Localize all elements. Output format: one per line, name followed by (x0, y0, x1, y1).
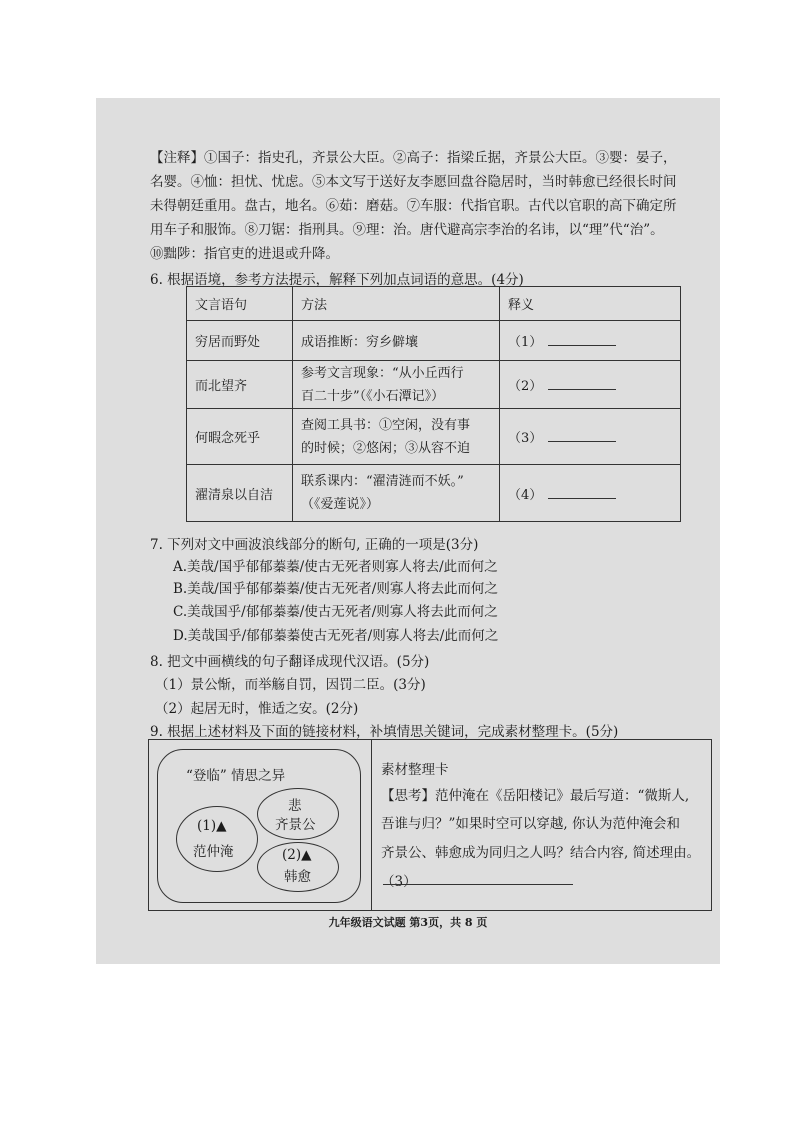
keyword-blank-2[interactable]: (2)▲ (282, 847, 312, 863)
table-cell-method (293, 321, 500, 361)
method-line: 联系课内：“濯清涟而不妖。” (301, 474, 464, 489)
note-line: 未得朝廷重用。盘古，地名。⑥茹：磨菇。⑦车服：代指官职。古代以官职的高下确定所 (150, 198, 677, 214)
answer-label: （4） (508, 487, 543, 503)
answer-label: （2） (508, 379, 543, 394)
card-line: 齐景公、韩愈成为同归之人吗？结合内容, 简述理由。 (381, 845, 701, 861)
option-b[interactable]: B.美哉/国乎郁郁蓁蓁/使古无死者/则寡人将去此而何之 (173, 581, 498, 597)
answer-label: （1） (508, 335, 543, 350)
table-header: 释义 (500, 287, 681, 321)
question-6-stem: 6. 根据语境，参考方法提示，解释下列加点词语的意思。(4分) (150, 272, 524, 288)
q8-item: （2）起居无时，惟适之安。(2分) (155, 701, 359, 717)
answer-line[interactable] (383, 884, 573, 885)
option-c[interactable]: C.美哉国乎/郁郁蓁蓁/使古无死者/则寡人将去此而何之 (173, 604, 498, 620)
method-line: （《爱莲说》） (301, 497, 380, 512)
note-line: 用车子和服饰。⑧刀锯：指刑具。⑨理：治。唐代避高宗李治的名讳，以“理”代“治”。 (150, 222, 664, 238)
table-cell-answer (500, 465, 681, 522)
name-han-yu: 韩愈 (284, 869, 311, 885)
table-cell-method (293, 361, 500, 409)
answer-blank[interactable] (548, 333, 616, 346)
answer-label: （3） (381, 874, 417, 890)
table-cell-sentence: 穷居而野处 (187, 321, 293, 361)
table-cell-method (293, 465, 500, 522)
method-line: 百二十步”（《小石潭记》） (301, 388, 445, 404)
method-line: 成语推断：穷乡僻壤 (301, 335, 419, 350)
option-a[interactable]: A.美哉/国乎郁郁蓁蓁/使古无死者则寡人将去/此而何之 (173, 559, 498, 575)
option-d[interactable]: D.美哉国乎/郁郁蓁蓁使古无死者/则寡人将去/此而何之 (173, 628, 499, 644)
answer-blank[interactable] (548, 377, 616, 390)
answer-label: （3） (508, 431, 543, 446)
table-header: 方法 (293, 287, 500, 321)
name-qi-jinggong: 齐景公 (275, 817, 316, 833)
method-line: 查阅工具书：①空闲，没有事 (301, 417, 471, 433)
note-line: 【注释】①国子：指史孔，齐景公大臣。②高子：指梁丘据，齐景公大臣。③婴：晏子， (150, 150, 677, 166)
q8-item: （1）景公惭，而举觞自罚，因罚二臣。(3分) (155, 677, 426, 693)
ellipse-fan-zhongyan (176, 806, 258, 872)
method-table (186, 286, 681, 522)
question-9-stem: 9. 根据上述材料及下面的链接材料，补填情思关键词，完成素材整理卡。(5分) (150, 724, 619, 740)
card-line: 【思考】范仲淹在《岳阳楼记》最后写道：“微斯人, (381, 788, 690, 804)
table-cell-method (293, 409, 500, 465)
table-cell-sentence: 而北望齐 (187, 361, 293, 409)
keyword-sad: 悲 (288, 798, 302, 814)
keyword-blank-1[interactable]: (1)▲ (197, 818, 227, 834)
card-divider (371, 739, 372, 911)
method-line: 的时候；②悠闲；③从容不迫 (301, 440, 471, 456)
diagram-title: “登临” 情思之异 (186, 768, 286, 784)
answer-blank[interactable] (548, 486, 616, 499)
table-cell-sentence: 何暇念死乎 (187, 409, 293, 465)
note-line: 名婴。④恤：担忧、忧虑。⑤本文写于送好友李愿回盘谷隐居时，当时韩愈已经很长时间 (150, 174, 677, 190)
method-line: 参考文言现象：“从小丘西行 (301, 365, 464, 381)
table-header: 文言语句 (187, 287, 293, 321)
question-7-stem: 7. 下列对文中画波浪线部分的断句, 正确的一项是(3分) (150, 537, 479, 553)
table-cell-answer (500, 409, 681, 465)
question-8-stem: 8. 把文中画横线的句子翻译成现代汉语。(5分) (150, 654, 430, 670)
table-cell-sentence: 濯清泉以自洁 (187, 465, 293, 522)
answer-blank[interactable] (548, 429, 616, 442)
note-line: ⑩黜陟：指官吏的进退或升降。 (150, 246, 339, 262)
table-cell-answer (500, 321, 681, 361)
table-cell-answer (500, 361, 681, 409)
name-fan-zhongyan: 范仲淹 (193, 844, 234, 860)
page-footer: 九年级语文试题 第3页，共 8 页 (328, 916, 488, 929)
card-line: 吾谁与归？”如果时空可以穿越, 你认为范仲淹会和 (381, 816, 680, 832)
card-title: 素材整理卡 (381, 762, 449, 778)
